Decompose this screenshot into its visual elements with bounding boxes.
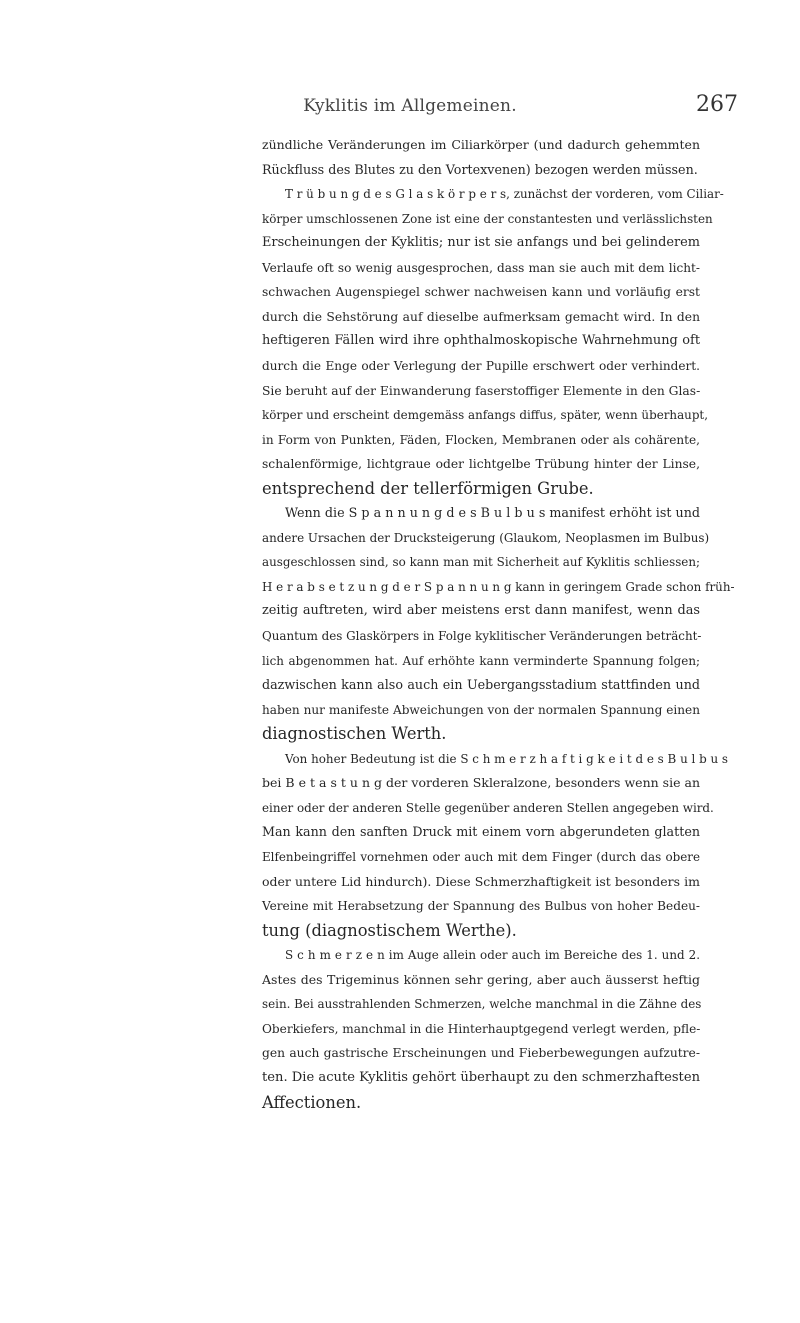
text-line: körper umschlossenen Zone ist eine der constantesten und verlässlichsten [262, 211, 713, 226]
text-line: Man kann den sanften Druck mit einem vorn abgerundeten glatten [262, 824, 700, 840]
text-line: H e r a b s e t z u n g d e r S p a n n u n g kann in geringem Grade schon früh- [262, 579, 735, 594]
text-line: körper und erscheint demgemäss anfangs diffus, später, wenn überhaupt, [262, 408, 708, 423]
text-line: schwachen Augenspiegel schwer nachweisen kann und vorläufig erst [262, 285, 700, 300]
text-line: Elfenbeingriffel vornehmen oder auch mit dem Finger (durch das obere [262, 850, 700, 864]
text-line: Astes des Trigeminus können sehr gering, aber auch äusserst heftig [262, 971, 700, 987]
text-line: S c h m e r z e n im Auge allein oder auch im Bereiche des 1. und 2. [285, 948, 700, 963]
text-line: entsprechend der tellerförmigen Grube. [262, 478, 594, 498]
text-line: T r ü b u n g d e s G l a s k ö r p e r s, zunächst der vorderen, vom Ciliar- [285, 187, 724, 202]
text-line: Verlaufe oft so wenig ausgesprochen, dass man sie auch mit dem licht- [262, 260, 700, 275]
text-line: oder untere Lid hindurch). Diese Schmerzhaftigkeit ist besonders im [262, 873, 700, 889]
text-line: Rückfluss des Blutes zu den Vortexvenen) bezogen werden müssen. [262, 161, 698, 177]
page-number: 267 [696, 92, 738, 117]
text-line: lich abgenommen hat. Auf erhöhte kann verminderte Spannung folgen; [262, 653, 700, 668]
text-line: ausgeschlossen sind, so kann man mit Sicherheit auf Kyklitis schliessen; [262, 555, 700, 570]
text-line: Wenn die S p a n n u n g d e s B u l b u s manifest erhöht ist und [285, 505, 700, 521]
text-line: zeitig auftreten, wird aber meistens erst dann manifest, wenn das [262, 603, 700, 619]
text-line: schalenförmige, lichtgraue oder lichtgelbe Trübung hinter der Linse, [262, 457, 700, 472]
text-line: gen auch gastrische Erscheinungen und Fieberbewegungen aufzutre- [262, 1046, 700, 1061]
text-line: in Form von Punkten, Fäden, Flocken, Membranen oder als cohärente, [262, 432, 700, 447]
text-line: Vereine mit Herabsetzung der Spannung des Bulbus von hoher Bedeu- [262, 899, 700, 914]
text-line: diagnostischen Werth. [262, 724, 447, 744]
text-line: haben nur manifeste Abweichungen von der normalen Spannung einen [262, 702, 700, 717]
text-line: Erscheinungen der Kyklitis; nur ist sie anfangs und bei gelinderem [262, 235, 700, 251]
text-line: zündliche Veränderungen im Ciliarkörper (und dadurch gehemmten [262, 137, 700, 152]
text-line: bei B e t a s t u n g der vorderen Skleralzone, besonders wenn sie an [262, 775, 700, 791]
text-line: Sie beruht auf der Einwanderung faserstoffiger Elemente in den Glas- [262, 383, 701, 398]
text-line: sein. Bei ausstrahlenden Schmerzen, welche manchmal in die Zähne des [262, 997, 702, 1012]
text-line: Von hoher Bedeutung ist die S c h m e r z h a f t i g k e i t d e s B u l b u s [285, 751, 729, 766]
text-line: Oberkiefers, manchmal in die Hinterhauptgegend verlegt werden, pfle- [262, 1021, 701, 1036]
text-line: ten. Die acute Kyklitis gehört überhaupt zu den schmerzhaftesten [262, 1069, 700, 1085]
text-line: Affectionen. [262, 1092, 362, 1112]
text-line: einer oder der anderen Stelle gegenüber anderen Stellen angegeben wird. [262, 800, 714, 815]
text-line: andere Ursachen der Drucksteigerung (Glaukom, Neoplasmen im Bulbus) [262, 530, 710, 545]
text-line: Quantum des Glaskörpers in Folge kyklitischer Veränderungen beträcht- [262, 629, 702, 643]
running-title: Kyklitis im Allgemeinen. [303, 96, 517, 116]
text-line: durch die Sehstörung auf dieselbe aufmerksam gemacht wird. In den [262, 309, 700, 324]
text-line: dazwischen kann also auch ein Uebergangsstadium stattfinden und [262, 677, 700, 693]
text-line: tung (diagnostischem Werthe). [262, 920, 517, 940]
text-line: durch die Enge oder Verlegung der Pupille erschwert oder verhindert. [262, 359, 700, 373]
text-line: heftigeren Fällen wird ihre ophthalmoskopische Wahrnehmung oft [262, 333, 700, 349]
